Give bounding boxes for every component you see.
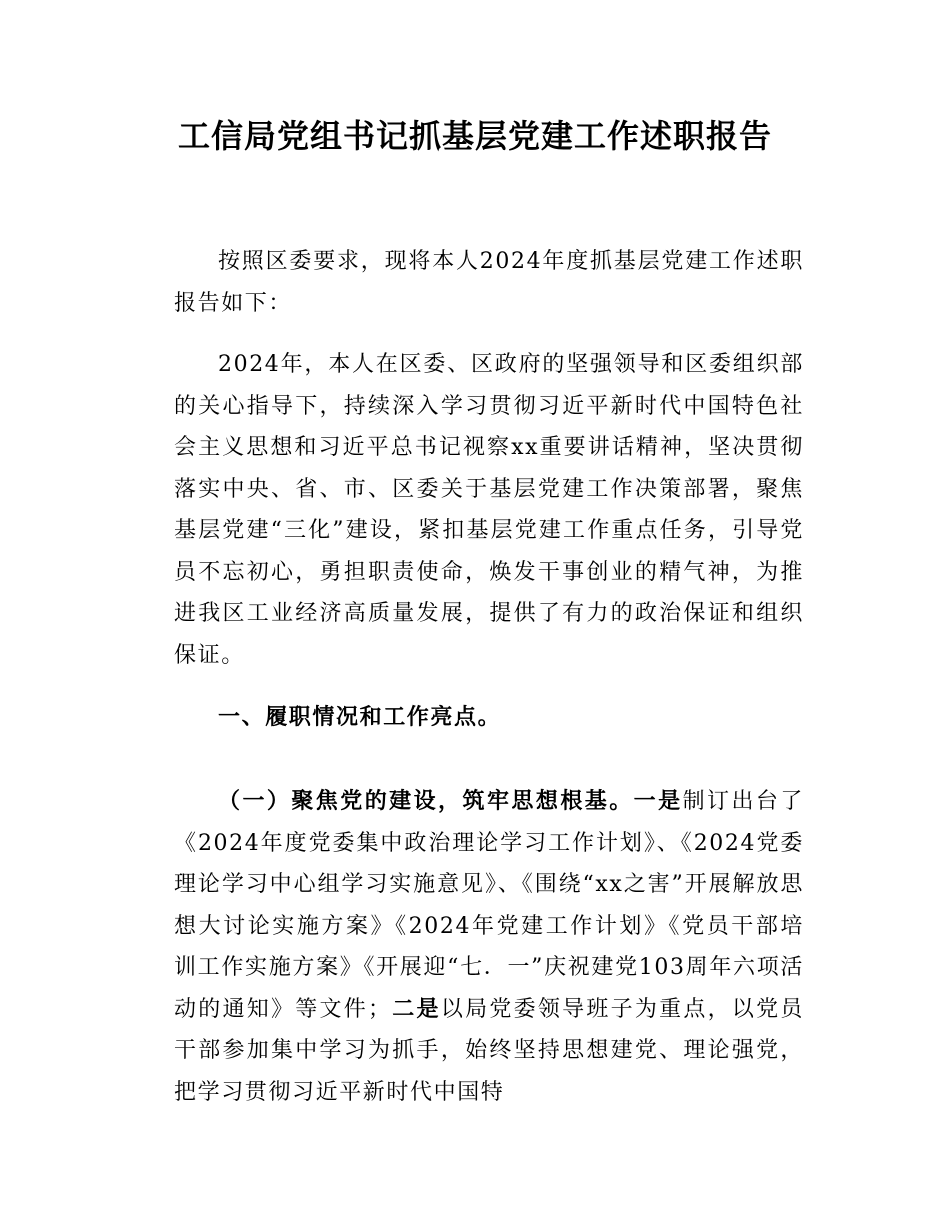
section-paragraph	[174, 781, 804, 1113]
point-text: 以局党委领导班子为重点，以党员干部参加集中学习为抓手，始终坚持思想建党、理论强党，把学习贯彻习近平新时代中国特	[174, 996, 804, 1105]
section-heading: 一、履职情况和工作亮点。	[218, 705, 502, 730]
document-title: 工信局党组书记抓基层党建工作述职报告	[177, 117, 772, 155]
intro-paragraph: 按照区委要求，现将本人2024年度抓基层党建工作述职报告如下：	[174, 249, 804, 316]
subsection-heading: （一）聚焦党的建设，筑牢思想根基。	[218, 789, 634, 814]
overview-paragraph: 2024年，本人在区委、区政府的坚强领导和区委组织部的关心指导下，持续深入学习贯彻习近平新时代中国特色社会主义思想和习近平总书记视察xx重要讲话精神，坚决贯彻落实中央、省、市、区委关于基层党建工作决策部署，聚焦基层党建“三化”建设，紧扣基层党建工作重点任务，引导党员不忘初心，勇担职责使命，焕发干事创业的精气神，为推进我区工业经济高质量发展，提供了有力的政治保证和组织保证。	[174, 352, 804, 668]
point-text: 制订出台了《2024年度党委集中政治理论学习工作计划》、《2024党委理论学习中心组学习实施意见》、《围绕“xx之害”开展解放思想大讨论实施方案》《2024年党建工作计划》《党员干部培训工作实施方案》《开展迎“七．一”庆祝建党103周年六项活动的通知》等文件；	[174, 789, 804, 1022]
point-label: 一是	[633, 789, 683, 814]
point-label: 二是	[391, 996, 441, 1022]
